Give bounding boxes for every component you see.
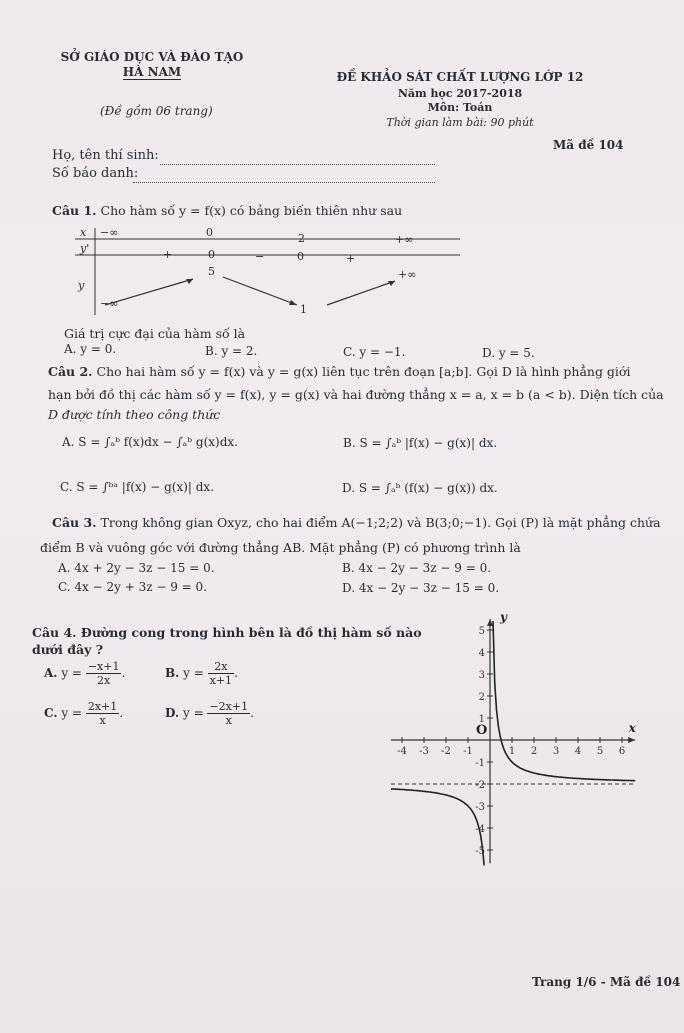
- y-axis-label: y: [500, 610, 507, 625]
- q3-line2: điểm B và vuông góc với đường thẳng AB. Mặt phẳng (P) có phương trình là: [40, 540, 521, 555]
- q3-option-b: B. 4x − 2y − 3z − 9 = 0.: [342, 561, 492, 575]
- vt-x-val: +∞: [395, 233, 414, 246]
- q4-option-a: A. y = $\frac{-x+1}{2x}$ .: [44, 660, 126, 687]
- q3-option-c: C. 4x − 2y + 3z − 9 = 0.: [58, 580, 207, 594]
- q4-line2: dưới đây ?: [32, 642, 104, 657]
- x-tick-label: 5: [596, 746, 604, 757]
- y-tick-label: 1: [478, 714, 485, 725]
- q4-line1: Câu 4. Đường cong trong hình bên là đồ thị hàm số nào: [32, 625, 422, 640]
- y-tick-label: 4: [478, 648, 485, 659]
- q4-option-c-fraction: $\frac{2x+1}{x}$: [87, 700, 118, 727]
- x-tick-label: 2: [530, 746, 538, 757]
- q1-option-d: D. y = 5.: [482, 346, 535, 360]
- q3-option-a: A. 4x + 2y − 3z − 15 = 0.: [58, 561, 215, 575]
- q2-line2: hạn bởi đồ thị các hàm số y = f(x), y = g(x) và hai đường thẳng x = a, x = b (a < b). Diện tích của: [48, 387, 664, 402]
- x-tick-label: 4: [574, 746, 582, 757]
- y-tick-label: 2: [478, 692, 485, 703]
- q4-option-a-fraction: $\frac{-x+1}{2x}$: [87, 660, 120, 687]
- id-field-line: [133, 182, 435, 183]
- q4-option-b-fraction: $\frac{2x}{x+1}$: [209, 660, 233, 687]
- dept-line2: HÀ NAM: [122, 65, 182, 79]
- q1-question: Giá trị cực đại của hàm số là: [64, 326, 246, 341]
- q2-option-d: D. S = ∫ₐᵇ (f(x) − g(x)) dx.: [342, 481, 498, 495]
- curve-left-branch: [391, 789, 484, 866]
- q4-option-d-fraction: $\frac{-2x+1}{x}$: [209, 700, 249, 727]
- origin-label: O: [476, 723, 488, 738]
- y-tick-label: -2: [475, 780, 485, 791]
- school-year: Năm học 2017-2018: [397, 87, 523, 100]
- q2-option-a: A. S = ∫ₐᵇ f(x)dx − ∫ₐᵇ g(x)dx.: [62, 435, 238, 449]
- q1-option-c: C. y = −1.: [343, 345, 406, 359]
- name-field-line: [160, 164, 435, 165]
- q4-option-c: C. y = $\frac{2x+1}{x}$ .: [44, 700, 124, 727]
- vt-yp-label: y': [80, 242, 90, 255]
- q2-line3: D được tính theo công thức: [48, 407, 221, 422]
- x-axis-label: x: [628, 721, 636, 735]
- id-label: Số báo danh:: [52, 166, 139, 181]
- q3-line1: Câu 3. Trong không gian Oxyz, cho hai điểm A(−1;2;2) và B(3;0;−1). Gọi (P) là mặt phẳng chứa: [52, 515, 661, 530]
- y-tick-label: -5: [475, 846, 485, 857]
- vt-yp-val: +: [346, 252, 356, 265]
- x-tick-label: -1: [463, 746, 473, 757]
- q4-option-d: D. y = $\frac{-2x+1}{x}$ .: [165, 700, 254, 727]
- vt-yp-val: −: [255, 250, 265, 263]
- vt-y-val: +∞: [398, 268, 417, 281]
- vt-yp-val: 0: [297, 250, 304, 263]
- pages-note: (Đề gồm 06 trang): [100, 104, 213, 118]
- vt-y-val: −∞: [100, 297, 119, 310]
- vt-x-val: −∞: [100, 226, 119, 239]
- duration: Thời gian làm bài: 90 phút: [386, 116, 534, 129]
- q2-line1: Câu 2. Cho hai hàm số y = f(x) và y = g(x) liên tục trên đoạn [a;b]. Gọi D là hình phẳng giới: [48, 364, 631, 379]
- x-tick-label: -2: [441, 746, 451, 757]
- x-tick-label: 3: [552, 746, 560, 757]
- q2-option-c: C. S = ∫ᵇᵃ |f(x) − g(x)| dx.: [60, 480, 215, 494]
- q1-option-a: A. y = 0.: [64, 342, 117, 356]
- y-tick-label: -1: [475, 758, 485, 769]
- vt-y-label: y: [78, 279, 85, 292]
- x-tick-label: 6: [618, 746, 626, 757]
- vt-x-label: x: [80, 226, 87, 239]
- exam-title: ĐỀ KHẢO SÁT CHẤT LƯỢNG LỚP 12: [336, 70, 584, 84]
- y-tick-label: -4: [475, 824, 485, 835]
- x-tick-label: 1: [508, 746, 516, 757]
- dept-line1: SỞ GIÁO DỤC VÀ ĐÀO TẠO: [60, 50, 244, 64]
- q1-text: Câu 1. Cho hàm số y = f(x) có bảng biến thiên như sau: [52, 203, 403, 218]
- vt-y-val: 5: [208, 265, 215, 278]
- y-tick-label: -3: [475, 802, 485, 813]
- vt-y-val: 1: [300, 303, 307, 316]
- q3-option-d: D. 4x − 2y − 3z − 15 = 0.: [342, 581, 500, 595]
- vt-yp-val: +: [163, 248, 173, 261]
- x-axis-arrow: [628, 737, 635, 743]
- vt-x-val: 2: [298, 232, 305, 245]
- y-tick-label: 3: [478, 670, 485, 681]
- x-tick-label: -4: [397, 746, 407, 757]
- function-graph: [390, 610, 650, 898]
- q1-option-b: B. y = 2.: [205, 344, 258, 358]
- name-label: Họ, tên thí sinh:: [52, 148, 159, 163]
- y-tick-label: 5: [478, 626, 485, 637]
- x-tick-label: -3: [419, 746, 429, 757]
- q2-option-b: B. S = ∫ₐᵇ |f(x) − g(x)| dx.: [343, 436, 498, 450]
- y-axis-arrow: [487, 619, 493, 626]
- q4-option-b: B. y = $\frac{2x}{x+1}$ .: [165, 660, 238, 687]
- vt-x-val: 0: [206, 226, 213, 239]
- page-footer: Trang 1/6 - Mã đề 104: [532, 975, 681, 989]
- subject: Môn: Toán: [427, 101, 493, 114]
- vt-yp-val: 0: [208, 248, 215, 261]
- exam-code: Mã đề 104: [553, 138, 624, 152]
